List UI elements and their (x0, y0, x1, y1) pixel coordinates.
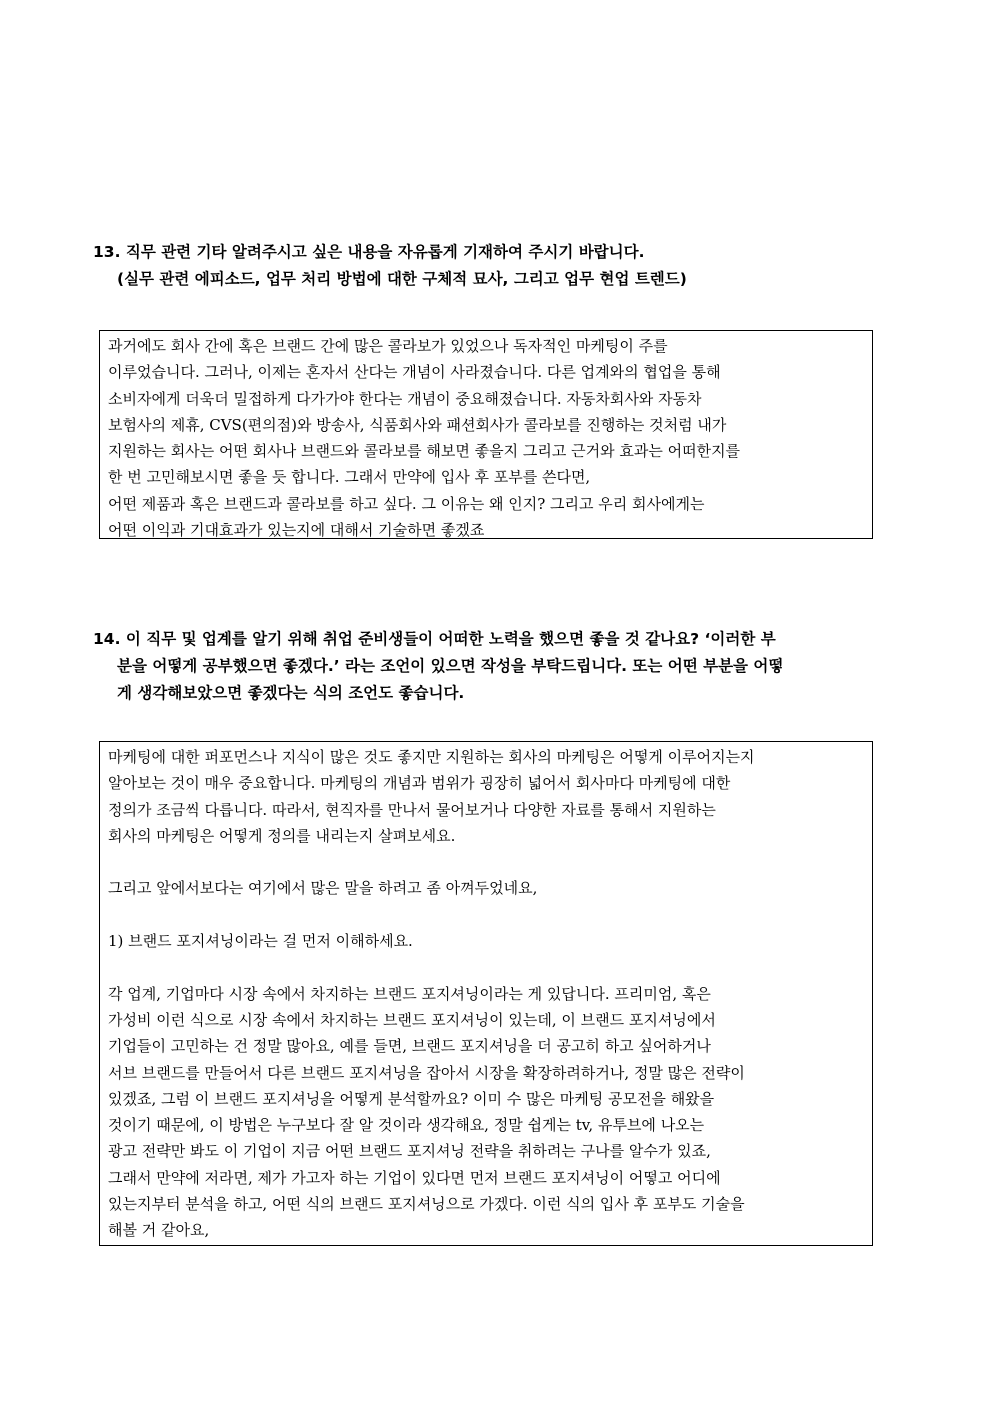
answer-line: 알아보는 것이 매우 중요합니다. 마케팅의 개념과 범위가 굉장히 넓어서 회사마다 마케팅에 대한 (108, 774, 731, 793)
answer-line (108, 954, 864, 980)
answer-line: 것이기 때문에, 이 방법은 누구보다 잘 알 것이라 생각해요, 정말 쉽게는 tv, 유투브에 나오는 (108, 1116, 705, 1135)
answer-line: 지원하는 회사는 어떤 회사나 브랜드와 콜라보를 해보면 좋을지 그리고 근거와 효과는 어떠한지를 (108, 442, 741, 461)
answer-line: 그리고 앞에서보다는 여기에서 많은 말을 하려고 좀 아껴두었네요, (108, 879, 538, 898)
answer-line: 서브 브랜드를 만들어서 다른 브랜드 포지셔닝을 잡아서 시장을 확장하려하거나, 정말 많은 전략이 (108, 1063, 745, 1082)
question-13-answer-box (99, 330, 873, 539)
answer-line: 어떤 이익과 기대효과가 있는지에 대해서 기술하면 좋겠죠 (108, 521, 485, 540)
answer-line: 소비자에게 더욱더 밀접하게 다가가야 한다는 개념이 중요해졌습니다. 자동차회사와 자동차 (108, 389, 702, 408)
answer-line (108, 902, 864, 928)
question-13-title-line: 13. 직무 관련 기타 알려주시고 싶은 내용을 자유롭게 기재하여 주시기 바랍니다. (93, 243, 645, 261)
question-14-title-line: 분을 어떻게 공부했으면 좋겠다.’ 라는 조언이 있으면 작성을 부탁드립니다. 또는 어떤 부분을 어떻 (117, 657, 784, 675)
answer-line: 마케팅에 대한 퍼포먼스나 지식이 많은 것도 좋지만 지원하는 회사의 마케팅은 어떻게 이루어지는지 (108, 748, 755, 766)
answer-line: 어떤 제품과 혹은 브랜드과 콜라보를 하고 싶다. 그 이유는 왜 인지? 그리고 우리 회사에게는 (108, 494, 705, 513)
answer-line: 이루었습니다. 그러나, 이제는 혼자서 산다는 개념이 사라졌습니다. 다른 업계와의 협업을 통해 (108, 363, 721, 382)
answer-line: 한 번 고민해보시면 좋을 듯 합니다. 그래서 만약에 입사 후 포부를 쓴다면, (108, 468, 591, 487)
question-13-title (93, 239, 913, 293)
answer-line: 그래서 만약에 저라면, 제가 가고자 하는 기업이 있다면 먼저 브랜드 포지셔닝이 어떻고 어디에 (108, 1168, 721, 1187)
answer-line: 보험사의 제휴, CVS(편의점)와 방송사, 식품회사와 패션회사가 콜라보를 진행하는 것처럼 내가 (108, 415, 727, 434)
question-14-title-line: 14. 이 직무 및 업계를 알기 위해 취업 준비생들이 어떠한 노력을 했으면 좋을 것 같나요? ‘이러한 부 (93, 630, 776, 648)
answer-line: 해볼 거 같아요, (108, 1221, 210, 1240)
question-14-title (93, 626, 913, 707)
answer-line: 각 업계, 기업마다 시장 속에서 차지하는 브랜드 포지셔닝이라는 게 있답니다. 프리미엄, 혹은 (108, 984, 711, 1003)
question-14-answer-box (99, 741, 873, 1246)
answer-line: 과거에도 회사 간에 혹은 브랜드 간에 많은 콜라보가 있었으나 독자적인 마케팅이 주를 (108, 337, 668, 355)
question-13-title-line: (실무 관련 에피소드, 업무 처리 방법에 대한 구체적 묘사, 그리고 업무 현업 트렌드) (117, 270, 687, 288)
answer-line: 정의가 조금씩 다릅니다. 따라서, 현직자를 만나서 물어보거나 다양한 자료를 통해서 지원하는 (108, 800, 716, 819)
answer-line: 회사의 마케팅은 어떻게 정의를 내리는지 살펴보세요. (108, 826, 456, 845)
answer-line: 1) 브랜드 포지셔닝이라는 걸 먼저 이해하세요. (108, 932, 413, 951)
answer-line: 기업들이 고민하는 건 정말 많아요, 예를 들면, 브랜드 포지셔닝을 더 공고히 하고 싶어하거나 (108, 1037, 711, 1056)
answer-line: 있는지부터 분석을 하고, 어떤 식의 브랜드 포지셔닝으로 가겠다. 이런 식의 입사 후 포부도 기술을 (108, 1195, 745, 1214)
answer-line: 가성비 이런 식으로 시장 속에서 차지하는 브랜드 포지셔닝이 있는데, 이 브랜드 포지셔닝에서 (108, 1010, 716, 1029)
answer-line: 있겠죠, 그럼 이 브랜드 포지셔닝을 어떻게 분석할까요? 이미 수 많은 마케팅 공모전을 해왔을 (108, 1089, 715, 1108)
answer-line: 광고 전략만 봐도 이 기업이 지금 어떤 브랜드 포지셔닝 전략을 취하려는 구나를 알수가 있죠, (108, 1142, 711, 1161)
question-14-title-line: 게 생각해보았으면 좋겠다는 식의 조언도 좋습니다. (117, 684, 465, 702)
answer-line (108, 849, 864, 875)
